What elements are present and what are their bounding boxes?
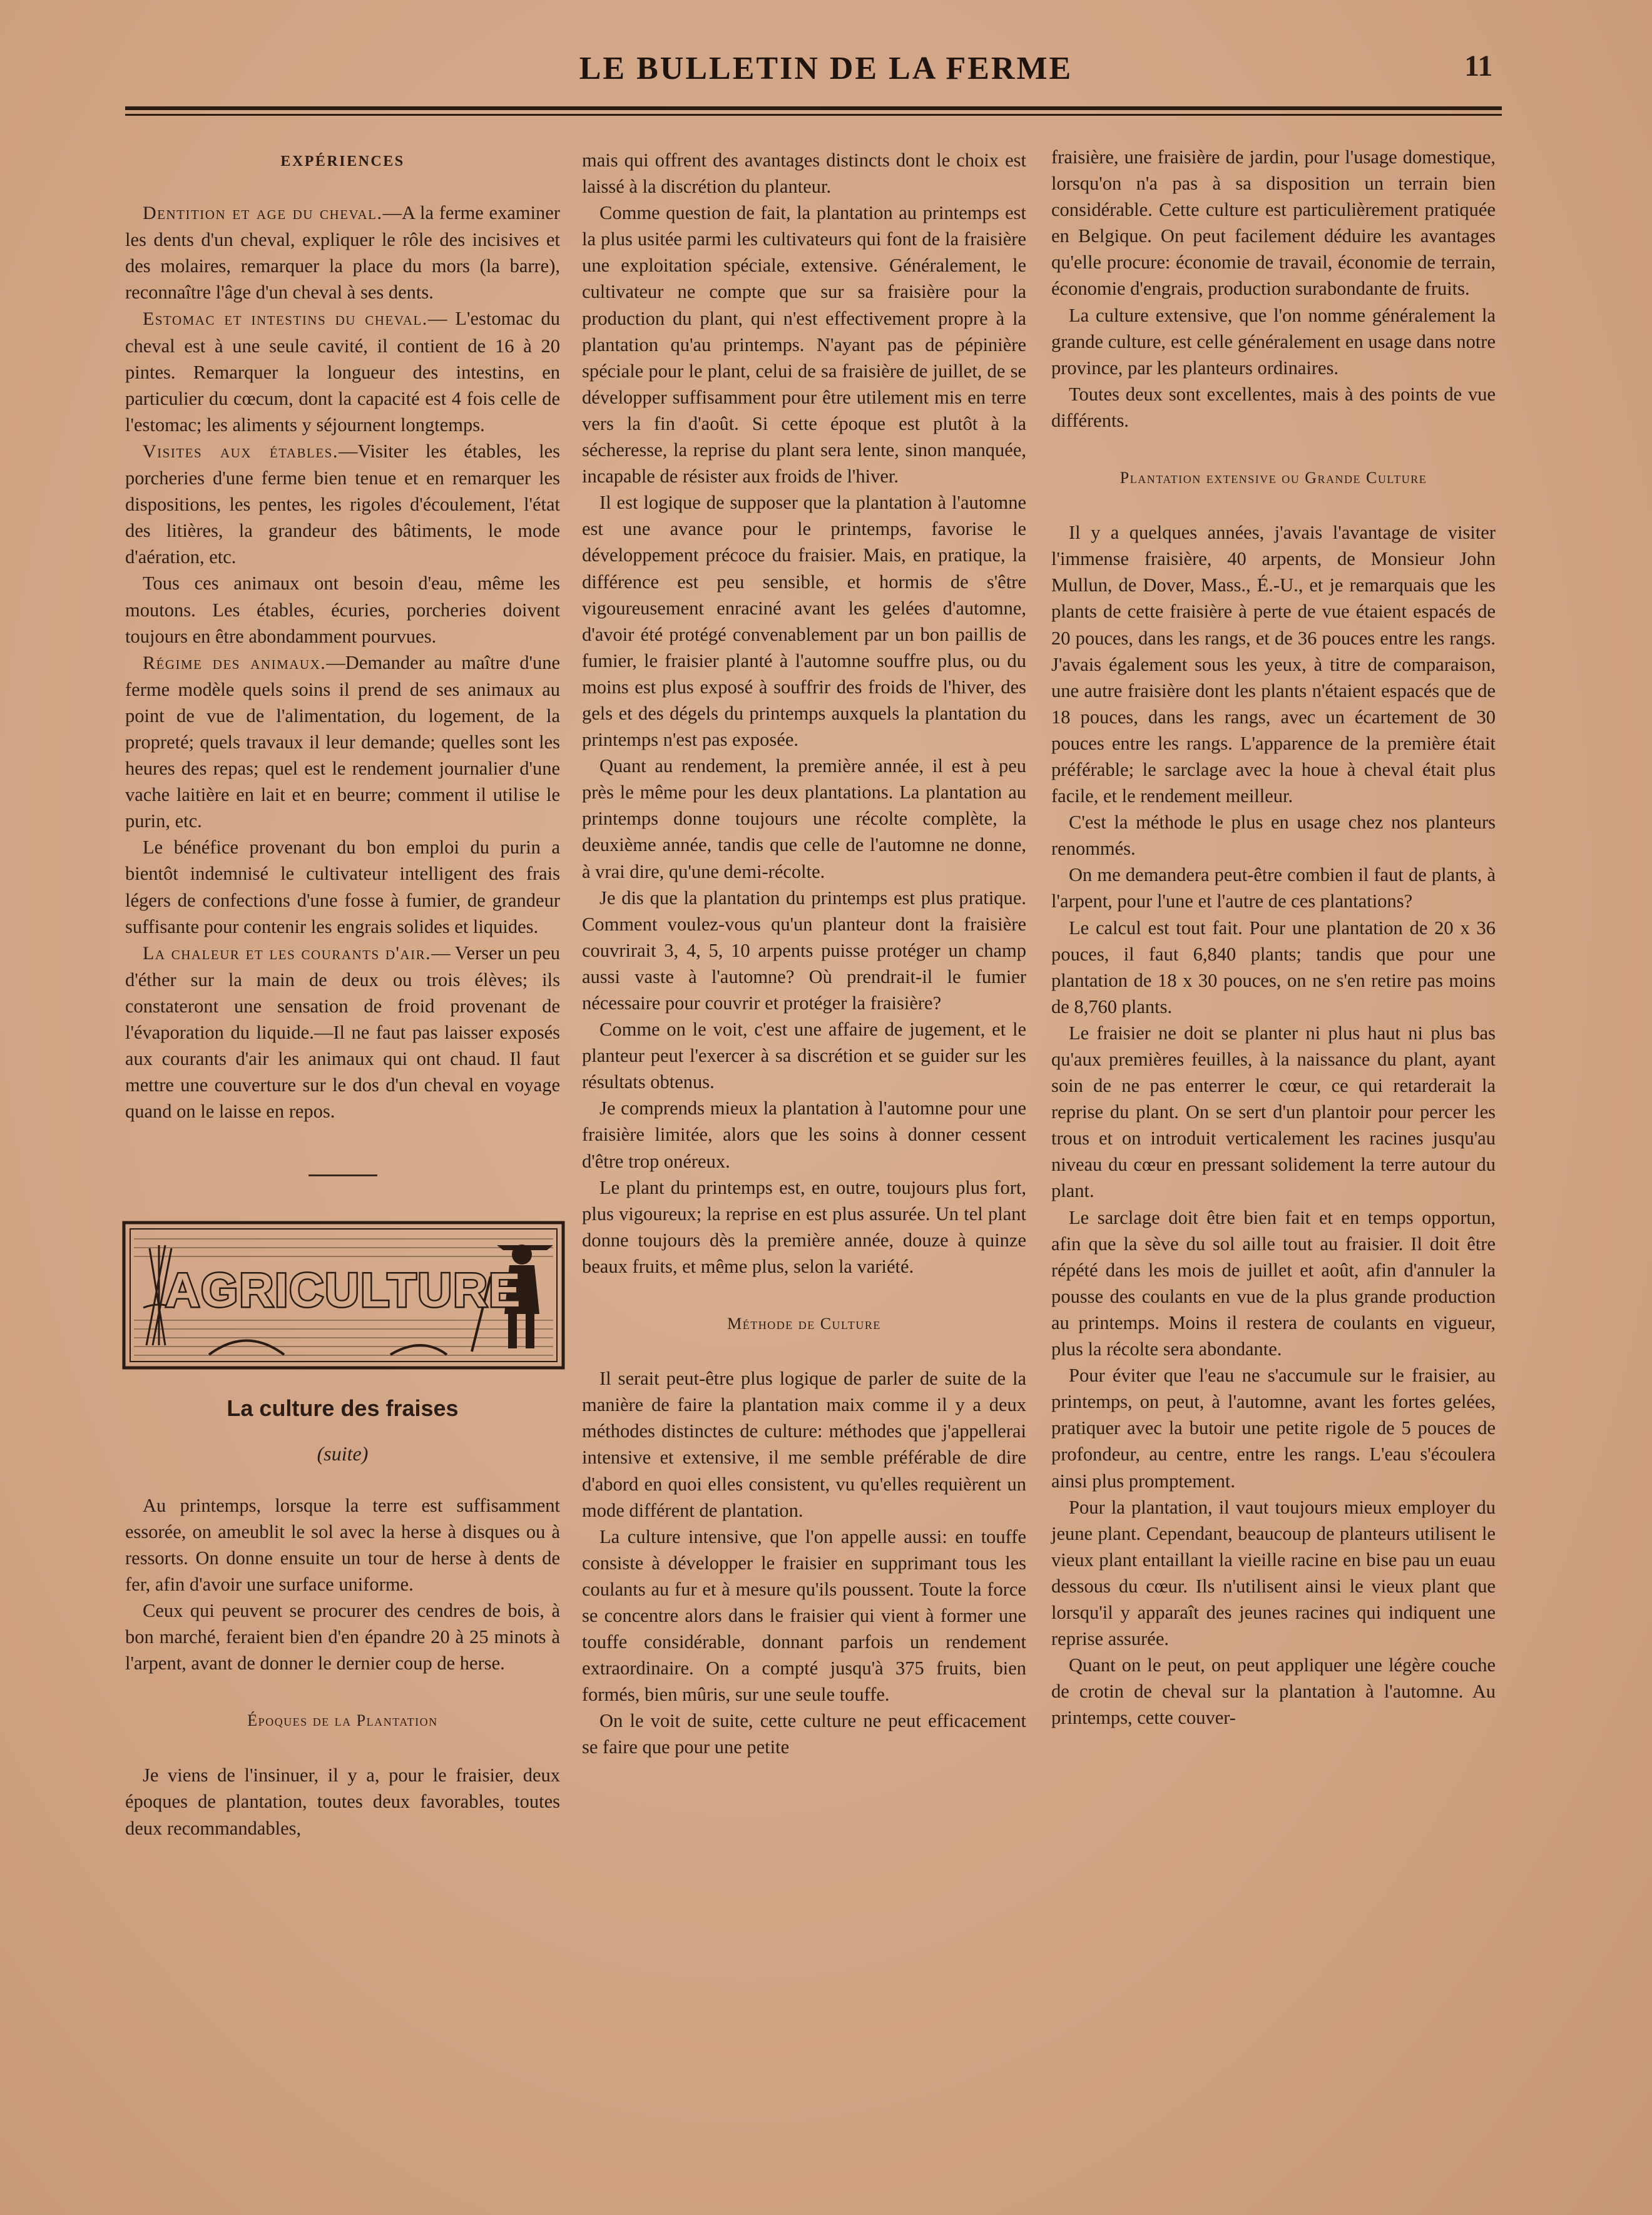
page-number: 11: [1464, 49, 1493, 83]
page-header-title: LE BULLETIN DE LA FERME: [579, 51, 1073, 86]
agriculture-banner-illustration: [121, 1220, 566, 1370]
paragraph: Le bénéfice provenant du bon emploi du purin a bientôt indemnisé le cultivateur intelligent des frais légers de confections d'une fosse à fumier, de grandeur suffisante pour contenir les engrais solides et liquides.: [125, 837, 560, 937]
paragraph: On me demandera peut-être combien il faut de plants, à l'arpent, pour l'une et l'autre de ces plantations?: [1051, 864, 1496, 912]
paragraph: Je comprends mieux la plantation à l'automne pour une fraisière limitée, alors que les soins à donner cessent d'être trop onéreux.: [582, 1097, 1026, 1172]
agriculture-banner: [121, 1220, 566, 1370]
paragraph: C'est la méthode le plus en usage chez nos planteurs renommés.: [1051, 812, 1496, 860]
section-heading-epoques: Époques de la Plantation: [247, 1711, 438, 1730]
header-rule: [125, 106, 1502, 110]
header-rule-thin: [125, 114, 1502, 116]
paragraph: Comme question de fait, la plantation au printemps est la plus usitée parmi les cultivateurs qui font de la fraisière une exploitation spéciale, extensive. Généralement, le cultivateur ne compte que sur sa fraisière pour la production du plant, qui n'est effectivement propre à la plantation qu'au printemps. N'ayant pas de pépinière spéciale pour le plant, celui de sa fraisière de juillet, de se développer suffisamment pour être utilement mis en terre vers la fin d'août. Si cette époque est plutôt à la sécheresse, la reprise du plant sera lente, sinon manquée, incapable de résister aux froids de l'hiver.: [582, 202, 1026, 487]
column-1: [125, 141, 560, 1841]
paragraph: Au printemps, lorsque la terre est suffisamment essorée, on ameublit le sol avec la herse à disques ou à ressorts. On donne ensuite un tour de herse à dents de fer, afin d'avoir une surface uniforme.: [125, 1494, 560, 1595]
agriculture-banner-word: AGRICULTURE: [165, 1264, 522, 1318]
paragraph: Pour éviter que l'eau ne s'accumule sur le fraisier, au printemps, on peut, à l'automne, avant les fortes gelées, pratiquer avec la butoir une petite rigole de 5 pouces de profondeur, au centre, entre les rangs. L'eau s'écoulera ainsi plus promptement.: [1051, 1365, 1496, 1492]
paragraph: Pour la plantation, il vaut toujours mieux employer du jeune plant. Cependant, beaucoup de planteurs utilisent le vieux plant entaillant la vieille racine en bise pau un euau dessous du cœur. Ils n'utilisent ainsi le vieux plant que lorsqu'il y apparaît des jeunes racines qui indiquent une reprise assurée.: [1051, 1496, 1496, 1650]
paragraph: Quant on le peut, on peut appliquer une légère couche de crotin de cheval sur la plantation à l'automne. Au printemps, cette couver-: [1051, 1654, 1496, 1729]
paragraph: La chaleur et les courants d'air.— Verser un peu d'éther sur la main de deux ou trois élèves; ils constateront une sensation de froid provenant de l'évaporation du liquide.—Il ne faut pas laisser exposés aux courants d'air les animaux qui ont chaud. Il faut mettre une couverture sur le dos d'un cheval en voyage quand on le laisse en repos.: [125, 942, 560, 1123]
article-title: La culture des fraises: [227, 1395, 459, 1422]
section-heading-methode: Méthode de Culture: [727, 1315, 881, 1333]
paragraph: On le voit de suite, cette culture ne peut efficacement se faire que pour une petite: [582, 1710, 1026, 1758]
paragraph: Estomac et intestins du cheval.— L'estomac du cheval est à une seule cavité, il contient de 16 à 20 pintes. Remarquer la longueur des intestins, en particulier du cœcum, dont la capacité est 4 fois celle de l'estomac; les aliments y séjournent longtemps.: [125, 308, 560, 435]
paragraph: Il serait peut-être plus logique de parler de suite de la manière de faire la plantation maix comme il y a deux méthodes distinctes de culture: méthodes que j'appellerai intensive et extensive, il me semble préférable de dire d'abord en quoi elles consistent, vu qu'elles requièrent un mode différent de plantation.: [582, 1368, 1026, 1521]
paragraph: Toutes deux sont excellentes, mais à des points de vue différents.: [1051, 383, 1496, 431]
section-divider: [308, 1174, 377, 1176]
paragraph: Dentition et age du cheval.—A la ferme examiner les dents d'un cheval, expliquer le rôle des incisives et des molaires, remarquer la place du mors (la barre), reconnaître l'âge d'un cheval à ses dents.: [125, 202, 561, 303]
paragraph: mais qui offrent des avantages distincts dont le choix est laissé à la discrétion du planteur.: [582, 150, 1026, 198]
paragraph: Régime des animaux.—Demander au maître d'une ferme modèle quels soins il prend de ses animaux au point de vue de l'alimentation, du logement, de la propreté; quels travaux il leur demande; quelles sont les heures des repas; quel est le rendement journalier d'une vache laitière en lait et en beurre; comment il utilise le purin, etc.: [125, 651, 560, 832]
paragraph: Quant au rendement, la première année, il est à peu près le même pour les deux plantations. La plantation au printemps donne toujours une récolte complète, la deuxième année, tandis que celle de l'automne ne donne, à vrai dire, qu'une demi-récolte.: [582, 755, 1026, 882]
paragraph: Le calcul est tout fait. Pour une plantation de 20 x 36 pouces, il faut 6,840 plants; tandis que pour une plantation de 18 x 30 pouces, on ne s'en retire pas moins de 8,760 plants.: [1051, 917, 1496, 1017]
paragraph: Comme on le voit, c'est une affaire de jugement, et le planteur peut l'exercer à sa discrétion et se guider sur les résultats obtenus.: [582, 1019, 1026, 1093]
paragraph: fraisière, une fraisière de jardin, pour l'usage domestique, lorsqu'on n'a pas à sa disposition un terrain bien considérable. Cette culture est particulièrement pratiquée en Belgique. On peut facilement déduire les avantages qu'elle procure: économie de travail, économie de terrain, économie d'engrais, production surabondante de fruits.: [1051, 146, 1496, 300]
paragraph: Le sarclage doit être bien fait et en temps opportun, afin que la sève du sol aille tout au fraisier. Il doit être répété dans les mois de juillet et août, afin d'annuler la pousse des coulants en vue de la plus grande production au printemps. Moins il restera de coulants en vigueur, plus la récolte sera abondante.: [1051, 1206, 1496, 1360]
section-heading-experiences: EXPÉRIENCES: [280, 153, 405, 170]
paragraph: Ceux qui peuvent se procurer des cendres de bois, à bon marché, feraient bien d'en épandre 20 à 25 minots à l'arpent, avant de donner le dernier coup de herse.: [125, 1599, 560, 1674]
paragraph: Je viens de l'insinuer, il y a, pour le fraisier, deux époques de plantation, toutes deux favorables, toutes deux recommandables,: [125, 1764, 560, 1839]
column-3: [1051, 144, 1496, 1731]
paragraph: Il est logique de supposer que la plantation à l'automne est une avance pour le printemps, favorise le développement précoce du fraisier. Mais, en pratique, la différence est peu sensible, et hormis de s'être vigoureusement enraciné avant les gelées d'automne, d'avoir été protégé convenablement par un bon paillis de fumier, le fraisier planté à l'automne souffre plus, ou du moins est plus exposé à souffrir des froids de l'hiver, des gels et des dégels du printemps auxquels la plantation du printemps n'est pas exposée.: [582, 492, 1026, 751]
paragraph: La culture intensive, que l'on appelle aussi: en touffe consiste à développer le fraisier en supprimant tous les coulants au fur et à mesure qu'ils poussent. Toute la force se concentre alors dans le fraisier qui vient à former une touffe considérable, donnant parfois un rendement extraordinaire. On a compté jusqu'à 375 fruits, bien formés, bien mûris, sur une seule touffe.: [582, 1525, 1026, 1706]
paragraph: Visites aux étables.—Visiter les étables, les porcheries d'une ferme bien tenue et en remarquer les dispositions, les pentes, les rigoles d'écoulement, l'état des litières, la grandeur des bâtiments, le mode d'aération, etc.: [125, 440, 560, 568]
column-2: [582, 147, 1026, 1761]
article-subtitle: (suite): [317, 1442, 369, 1465]
paragraph: Le fraisier ne doit se planter ni plus haut ni plus bas qu'aux premières feuilles, à la naissance du plant, ayant soin de ne pas enterrer le cœur, ce qui retarderait la reprise du plant. On se sert d'un plantoir pour percer les trous et on introduit verticalement les racines jusqu'au niveau du cœur en pressant solidement la terre autour du plant.: [1051, 1022, 1496, 1202]
paragraph: Je dis que la plantation du printemps est plus pratique. Comment voulez-vous qu'un planteur dont la fraisière couvrirait 3, 4, 5, 10 arpents puisse protéger un champ aussi vaste à l'automne? Où prendrait-il le fumier nécessaire pour couvrir et protéger la fraisière?: [582, 887, 1026, 1014]
paragraph: Tous ces animaux ont besoin d'eau, même les moutons. Les étables, écuries, porcheries doivent toujours en être abondamment pourvues.: [125, 573, 560, 647]
paragraph: Il y a quelques années, j'avais l'avantage de visiter l'immense fraisière, 40 arpents, de Monsieur John Mullun, de Dover, Mass., É.-U., et je remarquais que les plants de cette fraisière à perte de vue étaient espacés de 20 pouces, dans les rangs, et de 36 pouces entre les rangs. J'avais également sous les yeux, à titre de comparaison, une autre fraisière dont les plants n'étaient espacés que de 18 pouces, dans les rangs, avec un écartement de 30 pouces entre les rangs. L'apparence de la première était préférable; le sarclage avec la houe à cheval était plus facile, et le rendement meilleur.: [1051, 522, 1496, 807]
paragraph: Le plant du printemps est, en outre, toujours plus fort, plus vigoureux; la reprise en est plus assurée. Un tel plant donne toujours dès la première année, douze à quinze beaux fruits, et même plus, selon la variété.: [582, 1176, 1026, 1277]
section-heading-grande-culture: Plantation extensive ou Grande Culture: [1119, 469, 1427, 487]
paragraph: La culture extensive, que l'on nomme généralement la grande culture, est celle généralement en usage dans notre province, par les planteurs ordinaires.: [1051, 304, 1496, 379]
